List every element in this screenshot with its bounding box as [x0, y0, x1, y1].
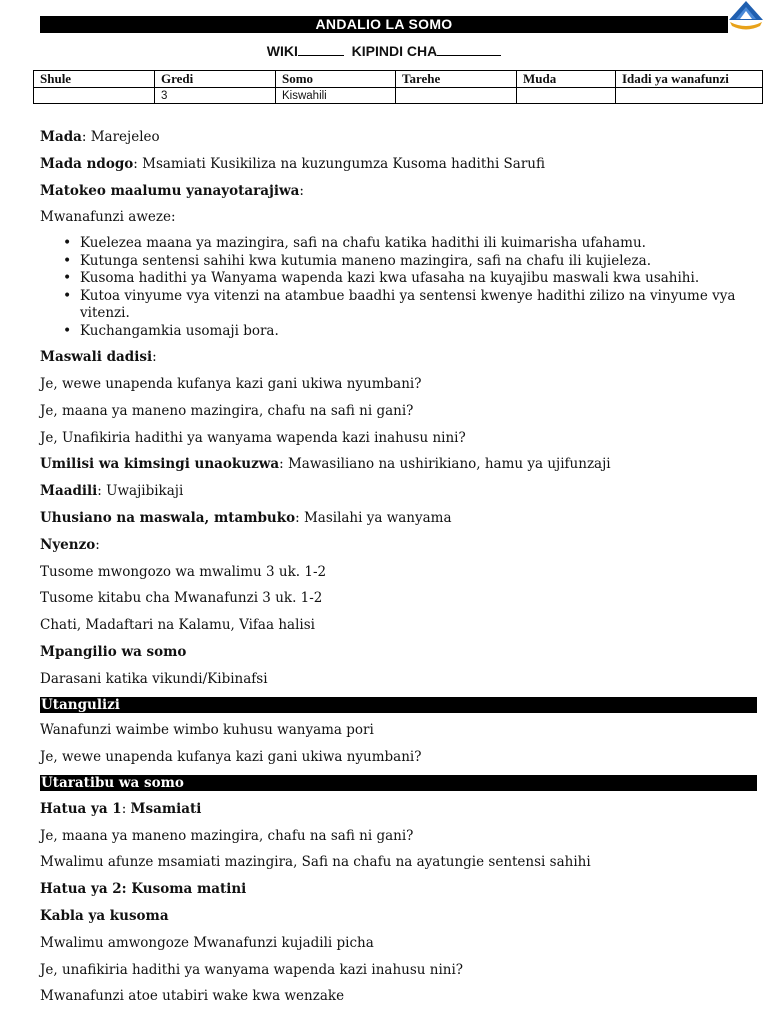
- col-somo: Somo: [276, 71, 396, 88]
- list-item: • Kuelezea maana ya mazingira, safi na chafu katika hadithi ili kuimarisha ufahamu.: [80, 235, 740, 253]
- hatua1-line: Hatua ya 1: Msamiati: [40, 800, 202, 817]
- table-header-row: [34, 71, 763, 88]
- kabla-line: [40, 907, 740, 925]
- week-period-line: [40, 43, 728, 59]
- info-table: [33, 70, 763, 104]
- swali-1: Je, wewe unapenda kufanya kazi gani ukiwa nyumbani?: [40, 375, 422, 392]
- swali-2: Je, maana ya maneno mazingira, chafu na safi ni gani?: [40, 402, 414, 419]
- wiki-blank: [298, 43, 344, 56]
- mada-ndogo-value: Msamiati Kusikiliza na kuzungumza Kusoma hadithi Sarufi: [142, 155, 546, 172]
- mpangilio-line: [40, 643, 740, 661]
- maadili-label: Maadili: [40, 483, 98, 500]
- list-item: • Kuchangamkia usomaji bora.: [80, 323, 740, 341]
- maswali-label: Maswali dadisi: [40, 349, 153, 366]
- mpangilio-label: Mpangilio wa somo: [40, 643, 187, 660]
- uhusiano-label: Uhusiano na maswala, mtambuko: [40, 509, 296, 526]
- cell-muda: [517, 88, 616, 104]
- hatua1-text-1: Je, maana ya maneno mazingira, chafu na safi ni gani?: [40, 827, 414, 844]
- mada-label: Mada: [40, 129, 82, 145]
- nyenzo-3: Chati, Madaftari na Kalamu, Vifaa halisi: [40, 617, 315, 634]
- cell-somo: Kiswahili: [276, 88, 396, 104]
- nyenzo-2: Tusome kitabu cha Mwanafunzi 3 uk. 1-2: [40, 590, 323, 607]
- list-item: • Kusoma hadithi ya Wanyama wapenda kazi kwa ufasaha na kuyajibu maswali kwa usahihi.: [80, 270, 740, 288]
- page-title: ANDALIO LA SOMO: [40, 16, 728, 33]
- logo-icon: [724, 0, 768, 36]
- hatua2-title: Hatua ya 2: Kusoma matini: [40, 881, 247, 898]
- col-gredi: Gredi: [155, 71, 276, 88]
- col-muda: Muda: [517, 71, 616, 88]
- hatua2-line: [40, 880, 740, 898]
- nyenzo-1: Tusome mwongozo wa mwalimu 3 uk. 1-2: [40, 563, 327, 580]
- kipindi-label: KIPINDI CHA: [351, 43, 438, 59]
- utangulizi-1: Wanafunzi waimbe wimbo kuhusu wanyama pori: [40, 722, 374, 739]
- umilisi-line: Umilisi wa kimsingi unaokuzwa: Mawasiliano na ushirikiano, hamu ya ujifunzaji: [40, 456, 611, 473]
- list-item: • Kutunga sentensi sahihi kwa kutumia maneno mazingira, safi na chafu ili kujieleza.: [80, 253, 740, 271]
- utaratibu-section-bar: Utaratibu wa somo: [40, 775, 757, 791]
- aweze-line: Mwanafunzi aweze:: [40, 209, 176, 226]
- col-tarehe: Tarehe: [396, 71, 517, 88]
- kipindi-blank: [437, 43, 501, 56]
- umilisi-label: Umilisi wa kimsingi unaokuzwa: [40, 456, 280, 473]
- cell-shule: [34, 88, 155, 104]
- col-idadi: Idadi ya wanafunzi: [616, 71, 763, 88]
- mada-ndogo-label: Mada ndogo: [40, 155, 134, 172]
- mpangilio-value: Darasani katika vikundi/Kibinafsi: [40, 670, 268, 687]
- mada-ndogo-line: Mada ndogo: Msamiati Kusikiliza na kuzungumza Kusoma hadithi Sarufi: [40, 155, 546, 172]
- uhusiano-value: Masilahi ya wanyama: [303, 509, 452, 526]
- objectives-list: [40, 235, 740, 340]
- cell-tarehe: [396, 88, 517, 104]
- list-item: [80, 288, 740, 323]
- maadili-line: Maadili: Uwajibikaji: [40, 483, 184, 500]
- wiki-label: WIKI: [266, 43, 298, 59]
- kabla-text-2: Je, unafikiria hadithi ya wanyama wapenda kazi inahusu nini?: [40, 961, 464, 978]
- utangulizi-section-bar: Utangulizi: [40, 697, 757, 713]
- hatua1-title: Msamiati: [130, 800, 202, 817]
- umilisi-value: Mawasiliano na ushirikiano, hamu ya ujifunzaji: [287, 456, 611, 473]
- utangulizi-2: Je, wewe unapenda kufanya kazi gani ukiwa nyumbani?: [40, 749, 422, 766]
- swali-3: Je, Unafikiria hadithi ya wanyama wapenda kazi inahusu nini?: [40, 429, 466, 446]
- lesson-body: [40, 128, 740, 1014]
- maswali-line: Maswali dadisi:: [40, 349, 157, 366]
- mada-value: Marejeleo: [90, 129, 160, 145]
- kabla-title: Kabla ya kusoma: [40, 907, 169, 924]
- table-row: [34, 88, 763, 104]
- matokeo-label: Matokeo maalumu yanayotarajiwa: [40, 182, 300, 199]
- nyenzo-line: Nyenzo:: [40, 536, 100, 553]
- uhusiano-line: Uhusiano na maswala, mtambuko: Masilahi ya wanyama: [40, 509, 452, 526]
- hatua1-prefix: Hatua ya 1: [40, 800, 122, 817]
- kabla-text-1: Mwalimu amwongoze Mwanafunzi kujadili picha: [40, 934, 374, 951]
- kabla-text-3: Mwanafunzi atoe utabiri wake kwa wenzake: [40, 988, 345, 1005]
- nyenzo-label: Nyenzo: [40, 536, 96, 553]
- hatua1-text-2: Mwalimu afunze msamiati mazingira, Safi na chafu na ayatungie sentensi sahihi: [40, 854, 591, 871]
- objective-text: • Kutoa vinyume vya vitenzi na atambue baadhi ya sentensi kwenye hadithi zilizo na vinyume vya vitenzi.: [80, 287, 736, 322]
- cell-idadi: [616, 88, 763, 104]
- mada-line: Mada: Marejeleo: [40, 129, 160, 145]
- cell-gredi: 3: [155, 88, 276, 104]
- col-shule: Shule: [34, 71, 155, 88]
- matokeo-line: Matokeo maalumu yanayotarajiwa:: [40, 182, 304, 199]
- maadili-value: Uwajibikaji: [106, 483, 184, 500]
